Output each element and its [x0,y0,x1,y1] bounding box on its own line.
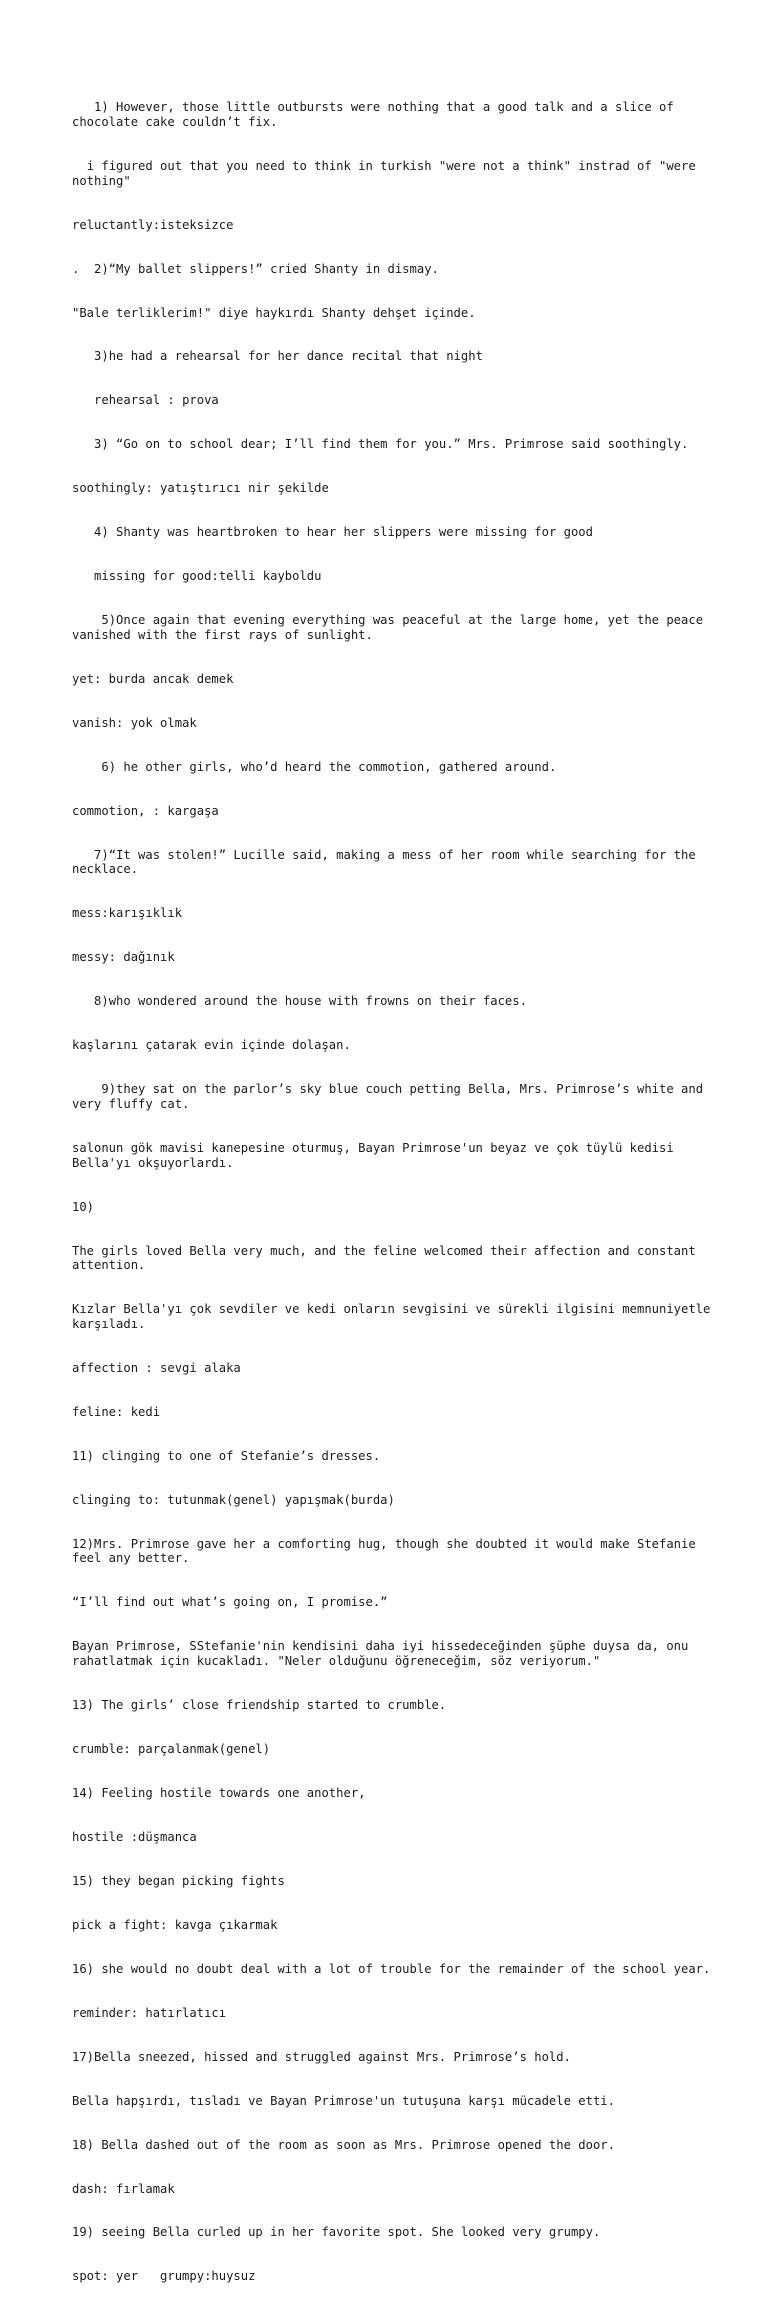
text-line: The girls loved Bella very much, and the feline welcomed their affection and constant attention. [72,1243,704,1273]
text-line: 8)who wondered around the house with frowns on their faces. [72,994,527,1009]
text-line: 15) they began picking fights [72,1873,285,1888]
text-line: 14) Feeling hostile towards one another, [72,1785,366,1800]
text-line: Kızlar Bella'yı çok sevdiler ve kedi onların sevgisini ve sürekli ilgisini memnuniyetle karşıladı. [72,1302,718,1331]
text-line: vanish: yok olmak [72,715,197,730]
text-line: soothingly: yatıştırıcı nir şekilde [72,481,329,496]
text-line: kaşlarını çatarak evin içinde dolaşan. [72,1038,351,1053]
text-line: 3)he had a rehearsal for her dance recital that night [72,349,483,364]
text-line: dash: fırlamak [72,2181,175,2196]
text-line: crumble: parçalanmak(genel) [72,1741,271,1756]
text-line: 18) Bella dashed out of the room as soon as Mrs. Primrose opened the door. [72,2137,615,2152]
text-line: "Bale terliklerim!" diye haykırdı Shanty dehşet içinde. [72,305,476,320]
text-line: 5)Once again that evening everything was peaceful at the large home, yet the peace vanished with the first rays of sunlight. [72,613,711,642]
text-line: 11) clinging to one of Stefanie’s dresses. [72,1448,381,1463]
text-line: reminder: hatırlatıcı [72,2005,227,2020]
text-line: commotion, : kargaşa [72,803,219,818]
text-line: “I’ll find out what’s going on, I promise.” [72,1595,388,1610]
text-line: spot: yer grumpy:huysuz [72,2269,256,2284]
text-line: 1) However, those little outbursts were nothing that a good talk and a slice of chocolate cake couldn’t fix. [72,100,682,129]
text-line: . 2)“My ballet slippers!” cried Shanty in dismay. [72,261,439,276]
text-line: affection : sevgi alaka [72,1360,241,1375]
text-line: i figured out that you need to think in turkish "were not a think" instrad of "were nothing" [72,158,704,188]
text-line: 13) The girls’ close friendship started to crumble. [72,1697,447,1712]
text-line: Bella hapşırdı, tısladı ve Bayan Primrose'un tutuşuna karşı mücadele etti. [72,2093,615,2108]
text-line: 6) he other girls, who’d heard the commotion, gathered around. [72,759,557,774]
text-line: salonun gök mavisi kanepesine oturmuş, Bayan Primrose'un beyaz ve çok tüylü kedisi Bella'yı okşuyorlardı. [72,1140,682,1170]
text-line: 9)they sat on the parlor’s sky blue couch petting Bella, Mrs. Primrose’s white and very fluffy cat. [72,1082,711,1111]
text-line: 10) [72,1199,95,1214]
text-line: 3) “Go on to school dear; I’ll find them for you.” Mrs. Primrose said soothingly. [72,437,689,452]
text-line: messy: dağınık [72,950,175,965]
text-line: feline: kedi [72,1404,161,1419]
text-line: 12)Mrs. Primrose gave her a comforting hug, though she doubted it would make Stefanie feel any better. [72,1536,704,1566]
text-line: 17)Bella sneezed, hissed and struggled against Mrs. Primrose’s hold. [72,2049,571,2064]
text-line: Bayan Primrose, SStefanie'nin kendisini daha iyi hissedeceğinden şüphe duysa da, onu rahatlatmak için kucakladı. "Neler olduğunu öğreneceğim, söz veriyorum." [72,1639,696,1668]
text-line: 19) seeing Bella curled up in her favorite spot. She looked very grumpy. [72,2225,601,2240]
text-line: 7)“It was stolen!” Lucille said, making a mess of her room while searching for the necklace. [72,847,704,877]
text-line: missing for good:telli kayboldu [72,569,322,584]
text-line: pick a fight: kavga çıkarmak [72,1917,278,1932]
text-line: mess:karışıklık [72,906,183,921]
text-line: 16) she would no doubt deal with a lot of trouble for the remainder of the school year. [72,1961,711,1976]
text-line: rehearsal : prova [72,393,219,408]
document-body [72,71,718,2299]
text-line: reluctantly:isteksizce [72,217,234,232]
text-line: hostile :düşmanca [72,1829,197,1844]
text-line: clinging to: tutunmak(genel) yapışmak(burda) [72,1492,395,1507]
text-line: yet: burda ancak demek [72,671,234,686]
text-line: 4) Shanty was heartbroken to hear her slippers were missing for good [72,525,593,540]
